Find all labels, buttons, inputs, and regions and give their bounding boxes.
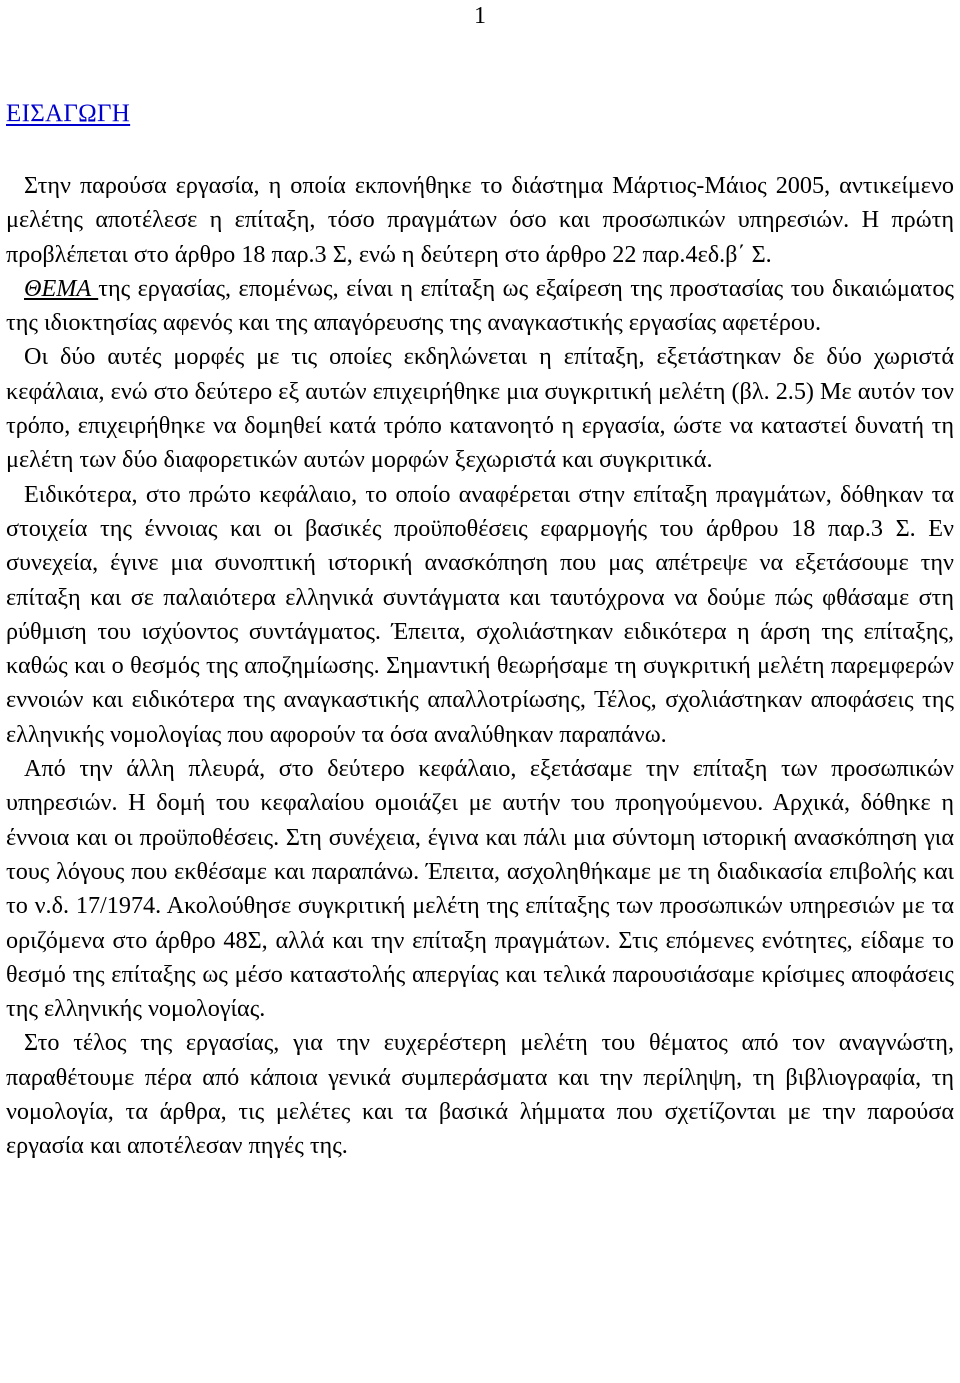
section-heading: ΕΙΣΑΓΩΓΗ (6, 100, 131, 127)
paragraph-intro: Στην παρούσα εργασία, η οποία εκπονήθηκε το διάστημα Μάρτιος-Μάιος 2005, αντικείμενο μελέτης αποτέλεσε η επίταξη, τόσο πραγμάτων όσο και προσωπικών υπηρεσιών. Η πρώτη προβλέπεται στο άρθρο 18 παρ.3 Σ, ενώ η δεύτερη στο άρθρο 22 παρ.4εδ.β΄ Σ. (6, 172, 954, 268)
page-number: 1 (474, 3, 486, 29)
paragraph-chapter-one: Ειδικότερα, στο πρώτο κεφάλαιο, το οποίο αναφέρεται στην επίταξη πραγμάτων, δόθηκαν τα στοιχεία της έννοιας και οι βασικές προϋποθέσεις εφαρμογής του άρθρου 18 παρ.3 Σ. Εν συνεχεία, έγινε μια συνοπτική ιστορική ανασκόπηση που μας απέτρεψε να εξετάσουμε την επίταξη και σε παλαιότερα ελληνικά συντάγματα και ταυτόχρονα να δούμε πώς φθάσαμε στη ρύθμιση του ισχύοντος συντάγματος. Έπειτα, σχολιάστηκαν ειδικότερα η άρση της επίταξης, καθώς και ο θεσμός της αποζημίωσης. Σημαντική θεωρήσαμε τη συγκριτική μελέτη παρεμφερών εννοιών και ειδικότερα της αναγκαστικής απαλλοτρίωσης, Τέλος, σχολιάστηκαν αποφάσεις της ελληνικής νομολογίας που αφορούν τα όσα αναλύθηκαν παραπάνω. (6, 480, 954, 748)
body-text (6, 169, 954, 1164)
paragraph-theme-text: της εργασίας, επομένως, είναι η επίταξη ως εξαίρεση της προστασίας του δικαιώματος της ιδιοκτησίας αφενός και της απαγόρευσης της αναγκαστικής εργασίας αφετέρου. (6, 274, 955, 337)
paragraph-chapter-two: Από την άλλη πλευρά, στο δεύτερο κεφάλαιο, εξετάσαμε την επίταξη των προσωπικών υπηρεσιών. Η δομή του κεφαλαίου ομοιάζει με αυτήν του προηγούμενου. Αρχικά, δόθηκε η έννοια και οι προϋποθέσεις. Στη συνέχεια, έγινα και πάλι μια σύντομη ιστορική ανασκόπηση για τους λόγους που εκθέσαμε και παραπάνω. Έπειτα, ασχοληθήκαμε με τη διαδικασία επιβολής και το ν.δ. 17/1974. Ακολούθησε συγκριτική μελέτη της επίταξης των προσωπικών υπηρεσιών με τα οριζόμενα στο άρθρο 48Σ, αλλά και την επίταξη πραγμάτων. Στις επόμενες ενότητες, είδαμε το θεσμό της επίταξης ως μέσο καταστολής απεργίας και τελικά παρουσιάσαμε κρίσιμες αποφάσεις της ελληνικής νομολογίας. (6, 755, 954, 1023)
paragraph-structure: Οι δύο αυτές μορφές με τις οποίες εκδηλώνεται η επίταξη, εξετάστηκαν δε δύο χωριστά κεφάλαια, ενώ στο δεύτερο εξ αυτών επιχειρήθηκε μια συγκριτική μελέτη (βλ. 2.5) Με αυτόν τον τρόπο, επιχειρήθηκε να δομηθεί κατά τρόπο κατανοητό η εργασία, ώστε να καταστεί δυνατή τη μελέτη των δύο διαφορετικών αυτών μορφών ξεχωριστά και συγκριτικά. (6, 343, 954, 474)
paragraph-theme (6, 272, 954, 341)
theme-label: ΘΕΜΑ (24, 274, 99, 302)
paragraph-closing: Στο τέλος της εργασίας, για την ευχερέστερη μελέτη του θέματος από τον αναγνώστη, παραθέτουμε πέρα από κάποια γενικά συμπεράσματα και την περίληψη, τη βιβλιογραφία, τη νομολογία, τα άρθρα, τις μελέτες και τα βασικά λήμματα που σχετίζονται με την παρούσα εργασία και αποτέλεσαν πηγές της. (6, 1029, 954, 1160)
